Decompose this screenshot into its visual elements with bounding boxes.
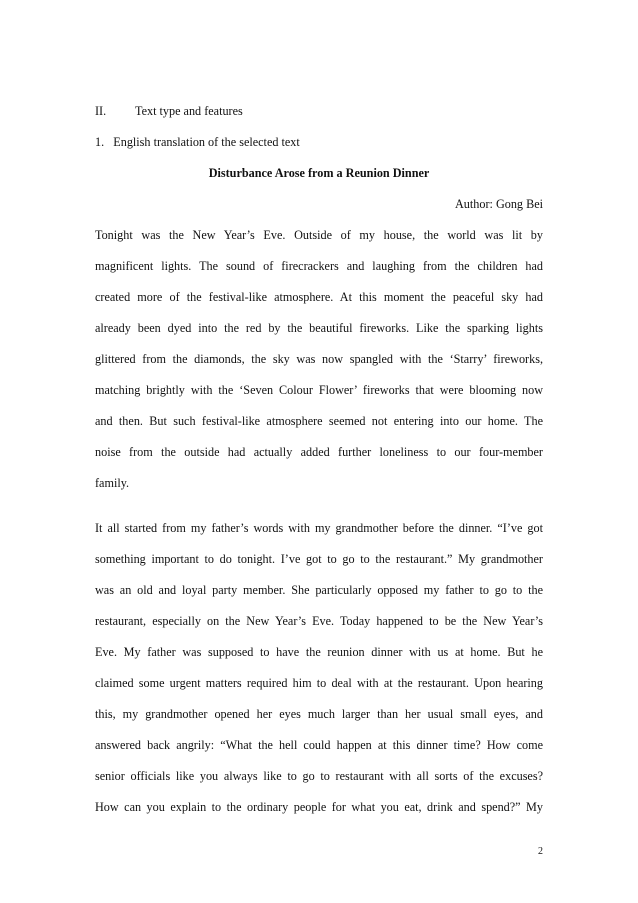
paragraph-line: something important to do tonight. I’ve got to go to the restaurant.” My grandmother [95,552,543,566]
paragraph-line: glittered from the diamonds, the sky was now spangled with the ‘Starry’ fireworks, [95,352,543,366]
paragraph-1 [95,228,543,507]
story-title: Disturbance Arose from a Reunion Dinner [208,166,430,180]
paragraph-line: and then. But such festival-like atmosphere seemed not entering into our home. The [95,414,543,428]
paragraph-line: family. [95,476,130,490]
paragraph-line: created more of the festival-like atmosphere. At this moment the peaceful sky had [95,290,543,304]
paragraph-line: already been dyed into the red by the beautiful fireworks. Like the sparking lights [95,321,543,335]
paragraph-line: senior officials like you always like to go to restaurant with all sorts of the excuses? [95,769,543,783]
author-line: Author: Gong Bei [454,197,543,211]
paragraph-line: was an old and loyal party member. She particularly opposed my father to go to the [95,583,543,597]
paragraph-line: Tonight was the New Year’s Eve. Outside of my house, the world was lit by [95,228,543,242]
paragraph-line: magnificent lights. The sound of firecrackers and laughing from the children had [95,259,543,273]
subsection-heading: 1. English translation of the selected text [95,135,300,149]
paragraph-line: It all started from my father’s words with my grandmother before the dinner. “I’ve got [95,521,543,535]
paragraph-line: noise from the outside had actually added further loneliness to our four-member [95,445,543,459]
section-number: II. [95,104,107,118]
paragraph-line: claimed some urgent matters required him to deal with at the restaurant. Upon hearing [95,676,543,690]
section-heading [95,104,243,118]
section-title: Text type and features [135,104,243,118]
paragraph-2 [95,521,543,831]
page-number: 2 [538,846,543,857]
paragraph-line: matching brightly with the ‘Seven Colour Flower’ fireworks that were blooming now [95,383,543,397]
paragraph-line: restaurant, especially on the New Year’s Eve. Today happened to be the New Year’s [95,614,543,628]
paragraph-line: answered back angrily: “What the hell could happen at this dinner time? How come [95,738,543,752]
paragraph-line: How can you explain to the ordinary people for what you eat, drink and spend?” My [95,800,543,814]
paragraph-line: this, my grandmother opened her eyes much larger than her usual small eyes, and [95,707,543,721]
paragraph-line: Eve. My father was supposed to have the reunion dinner with us at home. But he [95,645,543,659]
